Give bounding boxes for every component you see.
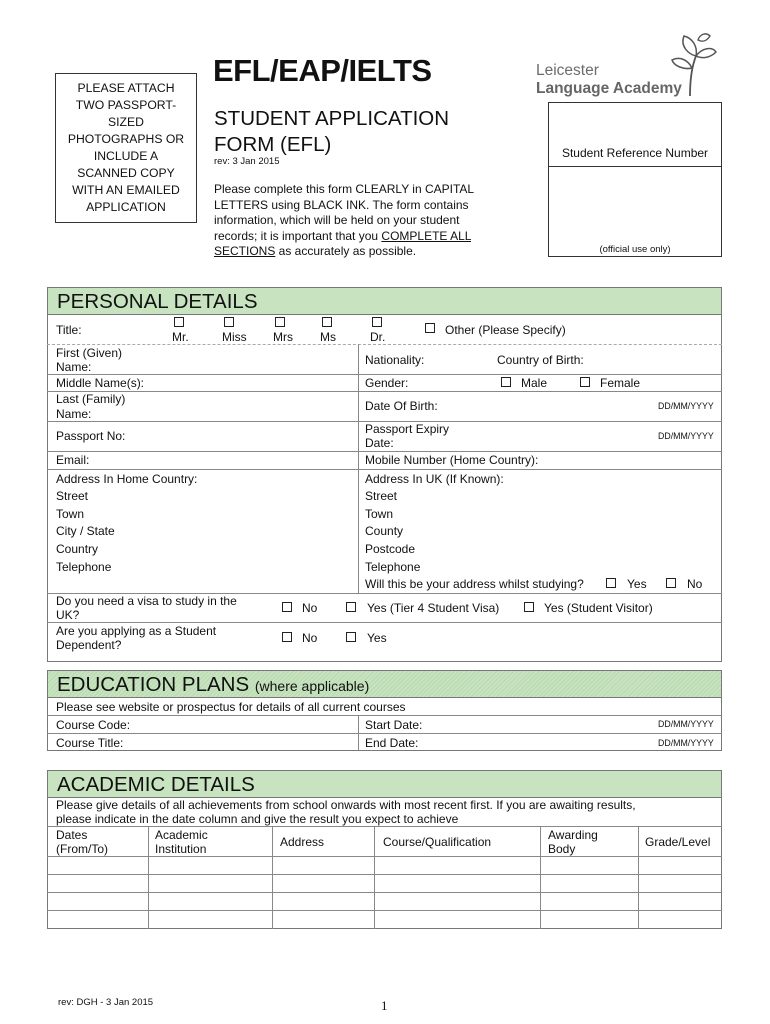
- gender-label: Gender:: [365, 376, 409, 390]
- intro-text: [214, 182, 506, 260]
- row-divider: [47, 391, 722, 392]
- whilst-yes-label: Yes: [627, 577, 647, 591]
- col-address: Address: [280, 835, 325, 849]
- intro-emphasis-1: COMPLETE ALL: [381, 228, 471, 243]
- column-divider: [358, 715, 359, 751]
- title-dr-label: Dr.: [370, 330, 386, 344]
- reference-label: Student Reference Number: [561, 146, 709, 160]
- title-mr-label: Mr.: [172, 330, 189, 344]
- nationality-label: Nationality:: [365, 353, 425, 367]
- form-subtitle: [214, 106, 449, 158]
- visa-question-1: Do you need a visa to study in the: [56, 594, 237, 608]
- column-divider: [540, 826, 541, 929]
- first-name-label-1: First (Given): [56, 346, 122, 360]
- passport-expiry-label-1: Passport Expiry: [365, 422, 450, 436]
- photo-line: SCANNED COPY: [77, 166, 175, 180]
- passport-label: Passport No:: [56, 429, 126, 443]
- dependent-question-1: Are you applying as a Student: [56, 624, 217, 638]
- title-ms-checkbox[interactable]: [322, 317, 332, 327]
- education-heading-note: (where applicable): [254, 678, 370, 694]
- col-institution-1: Academic: [155, 828, 208, 842]
- title-other-label: Other (Please Specify): [445, 323, 566, 337]
- intro-emphasis-2: SECTIONS: [214, 244, 276, 258]
- course-code-label: Course Code:: [56, 718, 131, 732]
- home-telephone-label: Telephone: [56, 560, 112, 574]
- uk-street-label: Street: [365, 489, 398, 503]
- dob-format: DD/MM/YYYY: [658, 401, 714, 411]
- column-divider: [358, 344, 359, 593]
- uk-county-label: County: [365, 524, 404, 538]
- whilst-no-checkbox[interactable]: [666, 578, 676, 588]
- intro-part-2: as accurately as possible.: [275, 244, 417, 258]
- dependent-no-checkbox[interactable]: [282, 632, 292, 642]
- gender-male-label: Male: [521, 376, 548, 390]
- uk-telephone-label: Telephone: [365, 560, 421, 574]
- official-use-label: (official use only): [599, 244, 671, 255]
- subtitle-line-2: FORM (EFL): [214, 133, 332, 156]
- home-city-label: City / State: [56, 524, 115, 538]
- leaf-logo-icon: [668, 28, 718, 100]
- photo-line: WITH AN EMAILED: [72, 183, 180, 197]
- last-name-label-1: Last (Family): [56, 392, 126, 406]
- academic-details-heading: [47, 770, 722, 798]
- middle-name-label: Middle Name(s):: [56, 376, 145, 390]
- title-dr-checkbox[interactable]: [372, 317, 382, 327]
- title-miss-label: Miss: [222, 330, 247, 344]
- passport-expiry-label-2: Date:: [365, 436, 394, 450]
- column-divider: [272, 826, 273, 929]
- logo-line-1: Leicester: [536, 62, 599, 79]
- photo-line: PHOTOGRAPHS OR: [67, 132, 185, 146]
- whilst-no-label: No: [687, 577, 703, 591]
- start-date-label: Start Date:: [365, 718, 423, 732]
- row-divider: [47, 733, 722, 734]
- intro-part-1: Please complete this form CLEARLY in CAPITAL LETTERS using BLACK INK. The form contains information, which will be held on your student records; it is important that you: [214, 182, 474, 243]
- revision-label: rev: 3 Jan 2015: [214, 156, 280, 167]
- page-number: 1: [381, 998, 388, 1013]
- column-divider: [638, 826, 639, 929]
- first-name-label-2: Name:: [56, 360, 92, 374]
- col-body-2: Body: [548, 842, 576, 856]
- visa-tier4-label: Yes (Tier 4 Student Visa): [367, 601, 500, 615]
- col-course: Course/Qualification: [383, 835, 492, 849]
- home-town-label: Town: [56, 507, 85, 521]
- title-mr-checkbox[interactable]: [174, 317, 184, 327]
- column-divider: [374, 826, 375, 929]
- col-body-1: Awarding: [548, 828, 598, 842]
- home-street-label: Street: [56, 489, 89, 503]
- dependent-question-2: Dependent?: [56, 638, 122, 652]
- col-institution-2: Institution: [155, 842, 207, 856]
- logo-line-2: Language Academy: [536, 80, 682, 97]
- photo-line: APPLICATION: [86, 200, 166, 214]
- academic-note-2: please indicate in the date column and give the result you expect to achieve: [56, 812, 459, 826]
- title-label: Title:: [56, 323, 82, 337]
- photo-line: INCLUDE A: [93, 149, 159, 163]
- title-ms-label: Ms: [320, 330, 336, 344]
- uk-postcode-label: Postcode: [365, 542, 416, 556]
- home-address-label: Address In Home Country:: [56, 472, 198, 486]
- title-miss-checkbox[interactable]: [224, 317, 234, 327]
- visa-question-2: UK?: [56, 608, 80, 622]
- personal-heading-text: PERSONAL DETAILS: [57, 290, 258, 313]
- visa-no-checkbox[interactable]: [282, 602, 292, 612]
- home-country-label: Country: [56, 542, 99, 556]
- col-dates-2: (From/To): [56, 842, 108, 856]
- subtitle-line-1: STUDENT APPLICATION: [214, 107, 450, 130]
- start-date-format: DD/MM/YYYY: [658, 719, 714, 729]
- visa-visitor-label: Yes (Student Visitor): [544, 601, 653, 615]
- row-divider: [47, 469, 722, 470]
- country-of-birth-label: Country of Birth:: [497, 353, 584, 367]
- gender-female-label: Female: [600, 376, 641, 390]
- reference-divider: [548, 166, 722, 167]
- gender-male-checkbox[interactable]: [501, 377, 511, 387]
- visa-visitor-checkbox[interactable]: [524, 602, 534, 612]
- mobile-label: Mobile Number (Home Country):: [365, 453, 539, 467]
- row-divider: [47, 451, 722, 452]
- whilst-studying-label: Will this be your address whilst studying?: [365, 577, 584, 591]
- photo-line: TWO PASSPORT-: [75, 98, 177, 112]
- row-divider: [47, 374, 722, 375]
- dependent-no-label: No: [302, 631, 318, 645]
- education-note: Please see website or prospectus for details of all current courses: [56, 700, 406, 714]
- whilst-yes-checkbox[interactable]: [606, 578, 616, 588]
- photo-instruction-box: [55, 73, 197, 223]
- dependent-yes-label: Yes: [367, 631, 387, 645]
- row-divider: [47, 715, 722, 716]
- last-name-label-2: Name:: [56, 407, 92, 421]
- dependent-yes-checkbox[interactable]: [346, 632, 356, 642]
- reference-box: [548, 102, 722, 257]
- dob-label: Date Of Birth:: [365, 399, 438, 413]
- title-mrs-label: Mrs: [273, 330, 293, 344]
- passport-expiry-format: DD/MM/YYYY: [658, 431, 714, 441]
- col-dates-1: Dates: [56, 828, 88, 842]
- title-mrs-checkbox[interactable]: [275, 317, 285, 327]
- row-divider: [47, 622, 722, 623]
- col-grade: Grade/Level: [645, 835, 711, 849]
- page-title: EFL/EAP/IELTS: [213, 53, 432, 88]
- footer-revision: rev: DGH - 3 Jan 2015: [58, 997, 154, 1008]
- course-title-label: Course Title:: [56, 736, 124, 750]
- row-divider: [47, 344, 722, 345]
- visa-tier4-checkbox[interactable]: [346, 602, 356, 612]
- photo-line: PLEASE ATTACH: [77, 81, 175, 95]
- uk-town-label: Town: [365, 507, 394, 521]
- visa-no-label: No: [302, 601, 318, 615]
- gender-female-checkbox[interactable]: [580, 377, 590, 387]
- end-date-format: DD/MM/YYYY: [658, 738, 714, 748]
- education-plans-heading: [47, 670, 722, 698]
- academic-note-1: Please give details of all achievements from school onwards with most recent first. If you are awaiting results,: [56, 798, 636, 812]
- logo-text: [536, 62, 682, 98]
- end-date-label: End Date:: [365, 736, 419, 750]
- academic-heading-text: ACADEMIC DETAILS: [57, 773, 255, 796]
- uk-address-label: Address In UK (If Known):: [365, 472, 504, 486]
- column-divider: [148, 826, 149, 929]
- title-other-checkbox[interactable]: [425, 323, 435, 333]
- photo-line: SIZED: [108, 115, 144, 129]
- email-label: Email:: [56, 453, 90, 467]
- education-heading-text: EDUCATION PLANS: [57, 673, 250, 696]
- personal-details-heading: [47, 287, 722, 315]
